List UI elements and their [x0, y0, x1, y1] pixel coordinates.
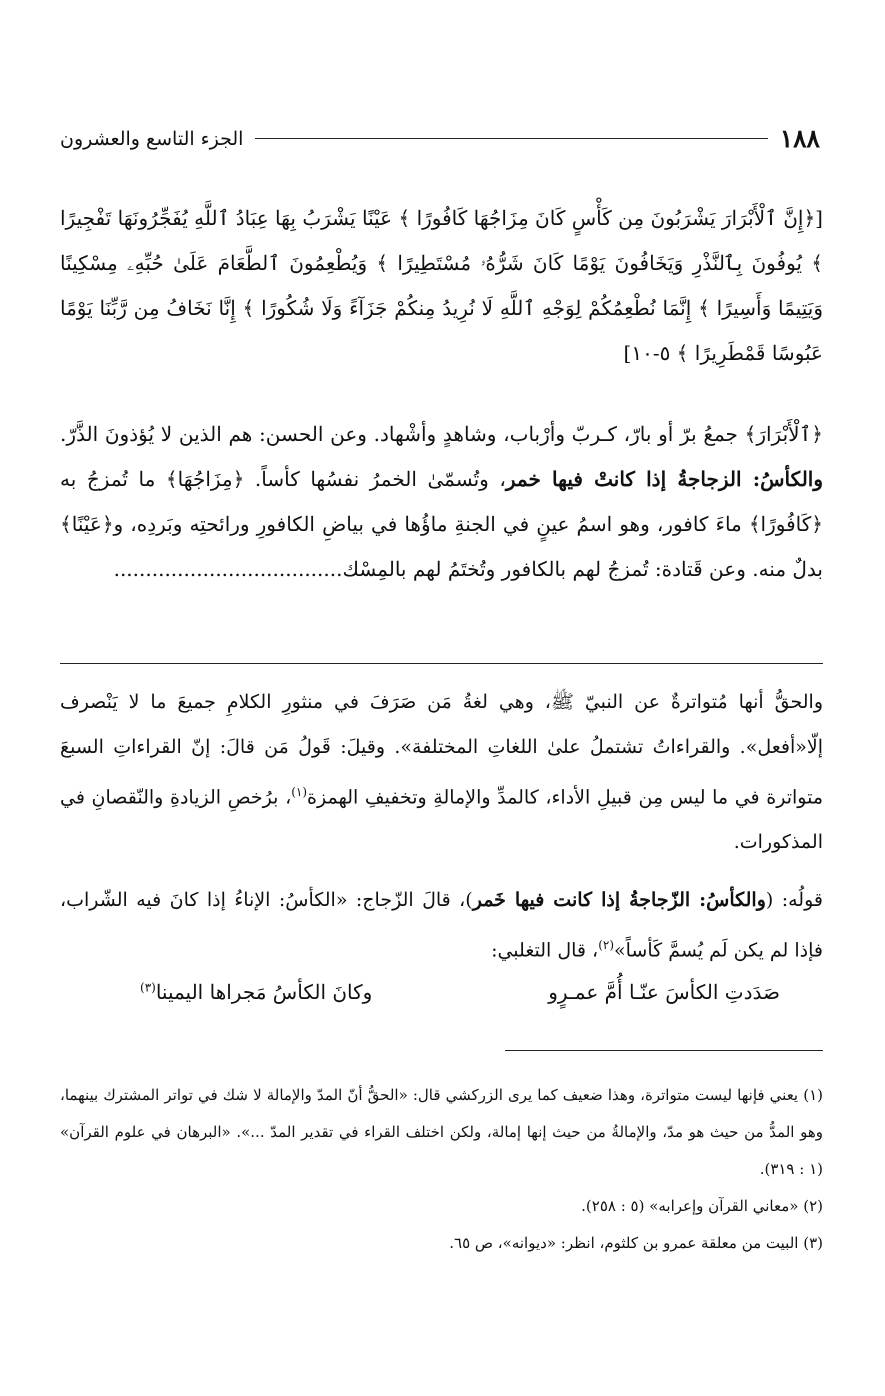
gloss-paragraph-1 — [60, 680, 823, 865]
footnote-number: (٢) — [803, 1197, 823, 1215]
quran-text: [﴿إِنَّ ٱلْأَبْرَارَ يَشْرَبُونَ مِن كَأْسٍ كَانَ مِزَاجُهَا كَافُورًا ﴾ عَيْنًا يَشْرَبُ بِهَا عِبَادُ ٱللَّهِ يُفَجِّرُونَهَا تَفْجِيرًا ﴾ يُوفُونَ بِٱلنَّذْرِ وَيَخَافُونَ يَوْمًا كَانَ شَرُّهُۥ مُسْتَطِيرًا ﴾ وَيُطْعِمُونَ ٱلطَّعَامَ عَلَىٰ حُبِّهِۦ مِسْكِينًا وَيَتِيمًا وَأَسِيرًا ﴾ إِنَّمَا نُطْعِمُكُمْ لِوَجْهِ ٱللَّهِ لَا نُرِيدُ مِنكُمْ جَزَآءً وَلَا شُكُورًا ﴾ إِنَّا نَخَافُ مِن رَّبِّنَا يَوْمًا عَبُوسًا قَمْطَرِيرًا ﴾ ٥-١٠] — [60, 206, 823, 365]
gloss-paragraph-2 — [60, 878, 823, 973]
verse-hemistich-1: صَدَدتِ الكأسَ عنّـا أُمَّ عمـرٍو — [548, 980, 780, 1004]
commentary-part-2: ، وتُسمّىٰ الخمرُ نفسُها كأساً. ﴿مِزَاجُهَا﴾ ما تُمزجُ به ﴿كَافُورًا﴾ ماءَ كافور، وهو اسمُ عينٍ في الجنةِ ماؤُها في بياضِ الكافورِ ورائحتِه وبَردِه، و﴿عَيْنًا﴾ بدلٌ منه. وعن قَتادة: تُمزجُ لهم بالكافور وتُختَمُ لهم بالمِسْك. — [60, 467, 823, 581]
part-title: الجزء التاسع والعشرون — [60, 127, 244, 150]
footnote-2 — [60, 1188, 823, 1225]
gloss-2-lead: قولُه: ( — [765, 889, 823, 911]
footnote-1 — [60, 1077, 823, 1188]
footnote-3 — [60, 1225, 823, 1262]
page-number: ١٨٨ — [779, 124, 820, 153]
poetry-verse — [140, 980, 780, 1004]
footnote-ref-1[interactable]: (١) — [291, 785, 308, 799]
verse-hemistich-2: وكانَ الكأسُ مَجراها اليمينا — [155, 980, 373, 1004]
footnotes — [60, 1077, 823, 1262]
quran-passage — [60, 196, 823, 376]
footnote-text: يعني فإنها ليست متواترة، وهذا ضعيف كما يرى الزركشي قال: «الحقُّ أنّ المدّ والإمالة لا شك في تواتر المشترك بينهما، وهو المدُّ من حيث هو مدّ، والإمالةُ من حيث إنها إمالة، ولكن اختلف القراء في تقدير المدّ ...». «البرهان في علوم القرآن» (١ : ٣١٩). — [60, 1086, 823, 1178]
commentary-term-kas: والكأسُ: الزجاجةُ إذا كانتْ فيها خمر — [505, 467, 823, 491]
gloss-2-quoted-term: والكأسُ: الزّجاجةُ إذا كانت فيها خَمر — [472, 889, 766, 911]
commentary-part-1: ﴿ٱلْأَبْرَارَ﴾ جمعُ برّ أو بارّ، كـربّ وأرْباب، وشاهدٍ وأشْهاد. وعن الحسن: هم الذين لا يُؤذونَ الذَّرّ. — [60, 422, 823, 446]
footnote-ref-3[interactable]: (٣) — [140, 980, 156, 995]
commentary-ellipsis: ................................... — [113, 557, 337, 581]
footnote-number: (١) — [803, 1086, 823, 1104]
gloss-1-text: والحقُّ أنها مُتواترةٌ عن النبيّ ﷺ، وهي لغةُ مَن صَرَفَ في منثورِ الكلامِ جميعَ ما لا يَنْصرف إلّا«أفعل». والقراءاتُ تشتملُ علىٰ اللغاتِ المختلفة». وقيلَ: قَولُ مَن قالَ: إنّ القراءاتِ السبعَ متواترة في ما ليس مِن قبيلِ الأداء، كالمدِّ والإمالةِ وتخفيفِ الهمزة — [60, 691, 823, 809]
gloss-1-text-after: ، برُخصِ الزيادةِ والنّقصانِ في المذكورات. — [60, 786, 823, 854]
gloss-2-text-after: ، قال التغلبي: — [491, 939, 599, 962]
footnote-text: البيت من معلقة عمرو بن كلثوم، انظر: «ديوانه»، ص ٦٥. — [449, 1234, 799, 1252]
footnote-rule — [505, 1050, 823, 1051]
header-rule — [255, 138, 767, 139]
footnote-number: (٣) — [803, 1234, 823, 1252]
commentary-text — [60, 412, 823, 592]
gloss-2-text: )، قالَ الزّجاج: «الكأسُ: الإناءُ إذا كانَ فيه الشّراب، فإذا لم يكن لَم يُسمَّ كَأساً» — [60, 889, 823, 962]
main-text-rule — [60, 663, 823, 664]
footnote-text: «معاني القرآن وإعرابه» (٥ : ٢٥٨). — [581, 1197, 799, 1215]
running-header — [60, 124, 820, 153]
footnote-ref-2[interactable]: (٢) — [598, 938, 615, 952]
verse-hemistich-2-wrap — [140, 980, 372, 1004]
